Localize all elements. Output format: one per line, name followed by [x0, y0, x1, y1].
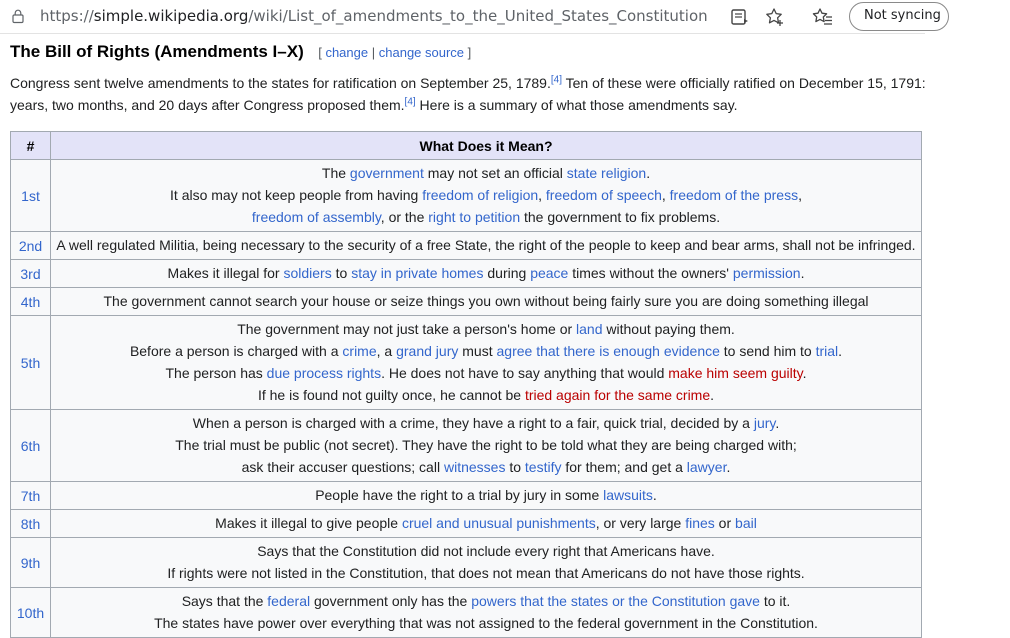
permission-link[interactable]: permission	[732, 265, 801, 281]
text: ,	[538, 187, 546, 203]
amendment-number-link[interactable]: 3rd	[20, 265, 41, 282]
amendment-number-link[interactable]: 4th	[20, 293, 41, 310]
url-host: simple.wikipedia.org	[93, 7, 249, 25]
favorite-star-icon[interactable]	[764, 6, 786, 28]
meaning-line	[55, 184, 917, 206]
land-link[interactable]: land	[576, 321, 603, 337]
bracket-open: [	[318, 45, 322, 60]
enough-evidence-link[interactable]: agree that there is enough evidence	[496, 343, 720, 359]
amendment-meaning	[51, 410, 922, 482]
cruel-and-unusual-link[interactable]: cruel and unusual punishments	[401, 515, 596, 531]
sync-status-button[interactable]: Not syncing	[849, 2, 949, 31]
amendment-meaning	[51, 538, 922, 588]
meaning-line	[55, 456, 917, 478]
text: may not set an official	[423, 165, 567, 181]
text: ,	[798, 187, 802, 203]
amendment-meaning	[51, 510, 922, 538]
edit-separator: |	[371, 45, 376, 60]
text: Before a person is charged with a	[129, 343, 343, 359]
amendment-number[interactable]	[11, 232, 51, 260]
amendment-number-link[interactable]: 1st	[21, 187, 40, 204]
peace-link[interactable]: peace	[530, 265, 569, 281]
table-header-row	[11, 132, 922, 160]
table-row	[11, 588, 922, 638]
amendment-meaning	[51, 588, 922, 638]
meaning-line	[55, 340, 917, 362]
amendment-number[interactable]	[11, 260, 51, 288]
text: The government may not just take a person's home or	[237, 321, 577, 337]
intro-text-2a: years, two months, and 20 days after Congress proposed them.	[10, 97, 405, 113]
meaning-line	[55, 384, 917, 406]
browser-toolbar	[0, 0, 941, 34]
favorites-list-icon[interactable]	[812, 6, 834, 28]
text: .	[802, 365, 807, 381]
table-row	[11, 410, 922, 482]
column-header-meaning: What Does it Mean?	[51, 132, 922, 160]
table-row	[11, 482, 922, 510]
reference-link[interactable]: [4]	[404, 96, 416, 108]
amendment-number[interactable]	[11, 160, 51, 232]
table-row	[11, 260, 922, 288]
intro-text-1a: Congress sent twelve amendments to the states for ratification on September 25, 1789.	[10, 75, 551, 91]
right-to-petition-link[interactable]: right to petition	[428, 209, 521, 225]
amendment-number[interactable]	[11, 538, 51, 588]
grand-jury-link[interactable]: grand jury	[396, 343, 459, 359]
text: for them; and get a	[561, 459, 687, 475]
tried-again-redlink[interactable]: tried again for the same crime	[524, 387, 711, 403]
intro-line-1	[10, 72, 1010, 94]
section-title: The Bill of Rights (Amendments I–X)	[10, 42, 304, 61]
meaning-line: The government cannot search your house or seize things you own without being fairly sure you are doing something illegal	[103, 293, 869, 309]
meaning-line	[55, 412, 917, 434]
stay-in-private-homes-link[interactable]: stay in private homes	[351, 265, 484, 281]
text: .	[838, 343, 843, 359]
text: . He does not have to say anything that would	[381, 365, 669, 381]
bail-link[interactable]: bail	[735, 515, 757, 531]
reader-view-icon[interactable]	[729, 6, 751, 28]
meaning-line	[55, 162, 917, 184]
witnesses-link[interactable]: witnesses	[443, 459, 506, 475]
table-row	[11, 510, 922, 538]
text: Says that the	[181, 593, 268, 609]
text: , a	[376, 343, 397, 359]
amendment-meaning	[51, 288, 922, 316]
meaning-line: Says that the Constitution did not include every right that Americans have.	[257, 543, 715, 559]
amendment-number-link[interactable]: 6th	[20, 437, 41, 454]
text: .	[710, 387, 715, 403]
fines-link[interactable]: fines	[685, 515, 715, 531]
text: The person has	[165, 365, 267, 381]
url-path: /wiki/List_of_amendments_to_the_United_States_Constitution	[248, 7, 708, 25]
lawyer-link[interactable]: lawyer	[686, 459, 727, 475]
table-row	[11, 160, 922, 232]
section-heading	[10, 42, 471, 62]
edit-change-source-link[interactable]: change source	[378, 45, 465, 60]
government-link[interactable]: government	[349, 165, 424, 181]
text: to	[331, 265, 352, 281]
text: ,	[661, 187, 670, 203]
edit-section-links	[318, 45, 471, 60]
table-row	[11, 316, 922, 410]
freedom-of-the-press-link[interactable]: freedom of the press	[669, 187, 799, 203]
amendment-number[interactable]	[11, 588, 51, 638]
text: or	[714, 515, 736, 531]
text: .	[726, 459, 731, 475]
text: , or very large	[595, 515, 686, 531]
amendment-number[interactable]	[11, 510, 51, 538]
lawsuits-link[interactable]: lawsuits	[603, 487, 653, 503]
text: People have the right to a trial by jury in some	[315, 487, 604, 503]
text: government only has the	[310, 593, 472, 609]
text: to it.	[759, 593, 791, 609]
reference-link[interactable]: [4]	[550, 74, 562, 86]
text: When a person is charged with a crime, they have a right to a fair, quick trial, decided by a	[192, 415, 754, 431]
make-him-seem-guilty-redlink[interactable]: make him seem guilty	[668, 365, 803, 381]
text: must	[458, 343, 497, 359]
text: times without the owners'	[568, 265, 733, 281]
text: during	[483, 265, 531, 281]
edit-change-link[interactable]: change	[325, 45, 369, 60]
freedom-of-speech-link[interactable]: freedom of speech	[545, 187, 662, 203]
meaning-line	[55, 262, 917, 284]
amendment-meaning	[51, 482, 922, 510]
amendment-meaning	[51, 160, 922, 232]
text: The	[321, 165, 350, 181]
url-prefix: https://	[40, 7, 94, 25]
freedom-of-religion-link[interactable]: freedom of religion	[422, 187, 539, 203]
amendment-number-link[interactable]: 5th	[20, 354, 41, 371]
federal-link[interactable]: federal	[267, 593, 311, 609]
text: to	[505, 459, 525, 475]
intro-text-1b: Ten of these were officially ratified on December 15, 1791:	[561, 75, 926, 91]
column-header-number: #	[11, 132, 51, 160]
text: It also may not keep people from having	[170, 187, 423, 203]
meaning-line: A well regulated Militia, being necessary to the security of a free State, the right of the people to keep and bear arms, shall not be infringed.	[56, 237, 916, 253]
state-religion-link[interactable]: state religion	[566, 165, 647, 181]
amendments-table	[10, 131, 922, 638]
meaning-line	[55, 318, 917, 340]
text: to send him to	[719, 343, 816, 359]
crime-link[interactable]: crime	[342, 343, 377, 359]
amendment-meaning	[51, 232, 922, 260]
jury-link[interactable]: jury	[753, 415, 776, 431]
table-row	[11, 538, 922, 588]
amendment-number-link[interactable]: 10th	[16, 604, 45, 621]
text: Makes it illegal to give people	[215, 515, 402, 531]
text: .	[646, 165, 651, 181]
text: without paying them.	[602, 321, 735, 337]
intro-text-2b: Here is a summary of what those amendments say.	[415, 97, 738, 113]
soldiers-link[interactable]: soldiers	[283, 265, 332, 281]
amendment-meaning	[51, 260, 922, 288]
text: ask their accuser questions; call	[241, 459, 444, 475]
amendment-number[interactable]	[11, 316, 51, 410]
amendment-meaning	[51, 316, 922, 410]
bracket-close: ]	[467, 45, 472, 60]
text: .	[775, 415, 780, 431]
intro-line-2	[10, 94, 1010, 116]
amendment-number-link[interactable]: 8th	[20, 515, 41, 532]
trial-link[interactable]: trial	[815, 343, 839, 359]
amendment-number-link[interactable]: 9th	[20, 554, 41, 571]
meaning-line: If rights were not listed in the Constitution, that does not mean that Americans do not have those rights.	[167, 565, 805, 581]
text: Makes it illegal for	[167, 265, 284, 281]
meaning-line	[55, 362, 917, 384]
amendment-number-link[interactable]: 2nd	[18, 237, 43, 254]
freedom-of-assembly-link[interactable]: freedom of assembly	[251, 209, 381, 225]
meaning-line: The trial must be public (not secret). They have the right to be told what they are being charged with;	[175, 437, 797, 453]
amendment-number[interactable]	[11, 482, 51, 510]
amendment-number-link[interactable]: 7th	[20, 487, 41, 504]
table-row	[11, 288, 922, 316]
meaning-line: The states have power over everything that was not assigned to the federal government in the Constitution.	[154, 615, 818, 631]
address-bar[interactable]	[40, 7, 708, 25]
meaning-line	[55, 512, 917, 534]
amendment-number[interactable]	[11, 410, 51, 482]
text: the government to fix problems.	[520, 209, 721, 225]
testify-link[interactable]: testify	[524, 459, 562, 475]
text: .	[800, 265, 805, 281]
lock-icon[interactable]	[12, 9, 24, 23]
meaning-line	[55, 206, 917, 228]
intro-paragraph	[10, 72, 1010, 116]
text: .	[652, 487, 657, 503]
due-process-link[interactable]: due process rights	[266, 365, 382, 381]
amendment-number[interactable]	[11, 288, 51, 316]
table-row	[11, 232, 922, 260]
powers-link[interactable]: powers that the states or the Constitution gave	[471, 593, 760, 609]
meaning-line	[55, 484, 917, 506]
text: , or the	[380, 209, 429, 225]
meaning-line	[55, 590, 917, 612]
text: If he is found not guilty once, he cannot be	[257, 387, 525, 403]
